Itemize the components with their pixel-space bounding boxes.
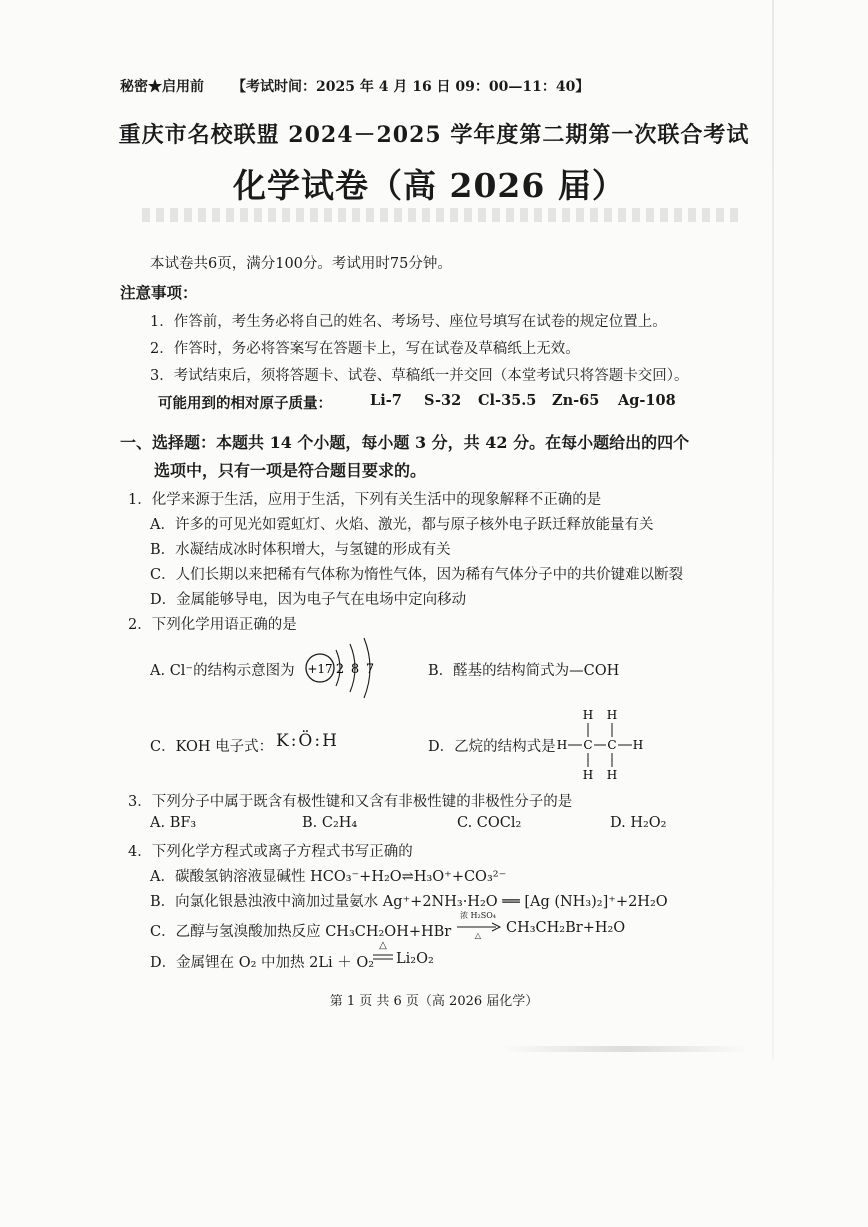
hydrogen-atom: H [606, 708, 618, 722]
hydrogen-atom: H [606, 768, 618, 782]
carbon-atom: C [607, 738, 617, 752]
exam-title: 重庆市名校联盟 2024－2025 学年度第二期第一次联合考试 [118, 122, 750, 148]
atomic-mass-item: S-32 [424, 392, 462, 409]
question-4-option-d-product: Li₂O₂ [396, 951, 434, 967]
scan-shadow [500, 1046, 750, 1052]
hydrogen-atom: H [556, 738, 568, 752]
scan-edge [772, 0, 774, 1060]
atomic-mass-item: Li-7 [370, 392, 402, 409]
atomic-mass-item: Ag-108 [618, 392, 676, 409]
section-heading: 一、选择题：本题共 14 个小题，每小题 3 分，共 42 分。在每小题给出的四个 [120, 433, 690, 452]
atomic-mass-label: 可能用到的相对原子质量： [158, 395, 332, 412]
section-heading-cont: 选项中，只有一项是符合题目要求的。 [154, 461, 427, 480]
intro-text: 本试卷共6页，满分100分。考试用时75分钟。 [150, 256, 452, 272]
carbon-atom: C [583, 738, 593, 752]
hydrogen-atom: H [582, 708, 594, 722]
reaction-condition-bottom: △ [474, 931, 482, 940]
question-2-stem: 2．下列化学用语正确的是 [128, 617, 297, 633]
atomic-mass-line [158, 392, 718, 412]
secret-label: 秘密★启用前 [120, 79, 204, 95]
note-item: 2．作答时，务必将答案写在答题卡上，写在试卷及草稿纸上无效。 [150, 341, 580, 357]
cl-ion-structure-diagram [300, 632, 390, 704]
note-item: 3．考试结束后，须将答题卡、试卷、草稿纸一并交回（本堂考试只将答题卡交回）。 [150, 368, 689, 384]
question-1-option-b: B．水凝结成冰时体积增大，与氢键的形成有关 [150, 542, 451, 558]
shell-electron-count: 7 [365, 662, 375, 677]
question-1-option-c: C．人们长期以来把稀有气体称为惰性气体，因为稀有气体分子中的共价键难以断裂 [150, 567, 684, 583]
hydrogen-atom: H [632, 738, 644, 752]
atomic-mass-item: Zn-65 [552, 392, 600, 409]
question-2-option-b: B．醛基的结构简式为—COH [428, 663, 620, 679]
question-4-stem: 4．下列化学方程式或离子方程式书写正确的 [128, 844, 413, 860]
question-3-option-c: C. COCl₂ [457, 815, 522, 831]
question-3-option-d: D. H₂O₂ [610, 815, 667, 831]
question-4-option-a: A．碳酸氢钠溶液显碱性 HCO₃⁻+H₂O⇌H₃O⁺+CO₃²⁻ [150, 869, 507, 885]
page-footer: 第 1 页 共 6 页（高 2026 届化学） [329, 994, 539, 1009]
question-3-stem: 3．下列分子中属于既含有极性键和又含有非极性键的非极性分子的是 [128, 794, 573, 810]
shell-electron-count: 8 [350, 662, 360, 677]
nucleus-charge: +17 [307, 662, 333, 676]
reaction-condition-top: 浓 H₂SO₄ [460, 911, 496, 920]
question-4-option-c-product: CH₃CH₂Br+H₂O [506, 920, 626, 936]
bleed-through-text [142, 208, 742, 222]
question-3-option-a: A. BF₃ [150, 815, 197, 831]
question-4-option-c: C．乙醇与氢溴酸加热反应 CH₃CH₂OH+HBr [150, 924, 452, 940]
note-item: 1．作答前，考生务必将自己的姓名、考场号、座位号填写在试卷的规定位置上。 [150, 314, 667, 330]
hydrogen-atom: H [582, 768, 594, 782]
question-1-option-d: D．金属能够导电，因为电子气在电场中定向移动 [150, 592, 467, 608]
exam-time: 【考试时间：2025 年 4 月 16 日 09：00—11：40】 [232, 79, 590, 95]
atomic-mass-item: Cl-35.5 [478, 392, 537, 409]
equals-sign [372, 953, 394, 961]
question-1-stem: 1．化学来源于生活，应用于生活，下列有关生活中的现象解释不正确的是 [128, 492, 602, 508]
heat-condition: △ [379, 940, 387, 951]
koh-electron-formula: K:Ö:H [276, 731, 339, 751]
question-4-option-d: D．金属锂在 O₂ 中加热 2Li ＋ O₂ [150, 955, 375, 971]
question-2-option-a: A. Cl⁻的结构示意图为 [150, 663, 295, 679]
question-2-option-d: D．乙烷的结构式是 [428, 739, 556, 755]
question-2-option-c: C．KOH 电子式： [150, 739, 274, 755]
question-1-option-a: A．许多的可见光如霓虹灯、火焰、激光，都与原子核外电子跃迁释放能量有关 [150, 517, 654, 533]
notes-heading: 注意事项： [120, 283, 198, 302]
question-4-option-b: B．向氯化银悬浊液中滴加过量氨水 Ag⁺+2NH₃·H₂O ══ [Ag (NH₃)₂]⁺+2H₂O [150, 894, 668, 910]
question-3-option-b: B. C₂H₄ [302, 815, 358, 831]
ethane-structural-formula [554, 706, 646, 782]
paper-title: 化学试卷（高 2026 届） [233, 166, 626, 205]
shell-electron-count: 2 [335, 662, 345, 677]
